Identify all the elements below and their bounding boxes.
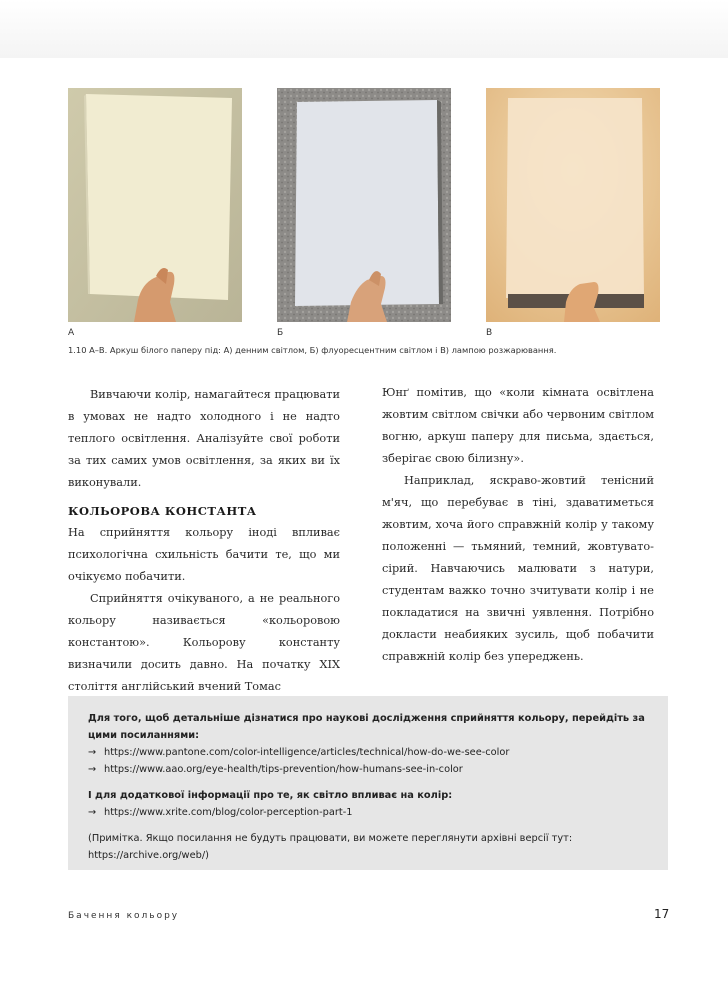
arrow-icon: → bbox=[88, 747, 97, 758]
paragraph: Сприйняття очікуваного, а не реального кольору називається «кольоровою константою». Кольорову константу визначили досить давно. На початку XIX століття англійський вчений Томас bbox=[68, 592, 340, 693]
photo-incandescent bbox=[486, 88, 660, 322]
link-row[interactable] bbox=[88, 804, 648, 821]
running-footer-title: Бачення кольору bbox=[68, 911, 180, 921]
paragraph: Вивчаючи колір, намагайтеся працювати в умовах не надто холодного і не надто теплого освітлення. Аналізуйте свої роботи за тих самих умов освітлення, за яких ви їх виконували. bbox=[68, 388, 340, 489]
paragraph: Юнґ помітив, що «коли кімната освітлена жовтим світлом свічки або червоним світлом вогню, аркуш паперу для письма, здається, зберігає свою білизну». bbox=[382, 386, 654, 465]
fluorescent-paper-image bbox=[277, 88, 451, 322]
link-row[interactable] bbox=[88, 761, 648, 778]
incandescent-paper-image bbox=[486, 88, 660, 322]
page-number: 17 bbox=[654, 907, 670, 921]
arrow-icon: → bbox=[88, 764, 97, 775]
paragraph: На сприйняття кольору іноді впливає психологічна схильність бачити те, що ми очікуємо побачити. bbox=[68, 526, 340, 583]
paragraph: Наприклад, яскраво-жовтий тенісний м'яч, що перебуває в тіні, здаватиметься жовтим, хоча його справжній колір у такому положенні — тьмяний, темний, жовтувато-сірий. Навчаючись малювати з натури, студентам важко точно зчитувати колір і не покладатися на звичні уявлення. Потрібно докласти неабияких зусиль, щоб побачити справжній колір без упереджень. bbox=[382, 474, 654, 663]
left-column bbox=[68, 384, 340, 698]
top-decorative-band bbox=[0, 0, 728, 58]
photo-letter-c: В bbox=[486, 328, 493, 338]
right-column bbox=[382, 382, 654, 668]
section-heading: КОЛЬОРОВА КОНСТАНТА bbox=[68, 504, 257, 518]
infobox-note: (Примітка. Якщо посилання не будуть працювати, ви можете переглянути архівні версії тут: https://archive.org/web/) bbox=[88, 833, 573, 861]
photo-letter-a: А bbox=[68, 328, 75, 338]
photo-fluorescent bbox=[277, 88, 451, 322]
daylight-paper-image bbox=[68, 88, 242, 322]
photo-daylight bbox=[68, 88, 242, 322]
photo-letter-b: Б bbox=[277, 328, 284, 338]
infobox-intro-2: І для додаткової інформації про те, як світло впливає на колір: bbox=[88, 790, 453, 801]
link-aao[interactable]: https://www.aao.org/eye-health/tips-prevention/how-humans-see-in-color bbox=[104, 764, 463, 775]
figure-caption: 1.10 А–В. Аркуш білого паперу під: А) денним світлом, Б) флуоресцентним світлом і В) лампою розжарювання. bbox=[68, 345, 557, 355]
link-xrite[interactable]: https://www.xrite.com/blog/color-perception-part-1 bbox=[104, 807, 353, 818]
link-pantone[interactable]: https://www.pantone.com/color-intelligence/articles/technical/how-do-we-see-color bbox=[104, 747, 510, 758]
link-row[interactable] bbox=[88, 744, 648, 761]
arrow-icon: → bbox=[88, 807, 97, 818]
links-infobox bbox=[68, 696, 668, 870]
infobox-intro: Для того, щоб детальніше дізнатися про наукові дослідження сприйняття кольору, перейдіть за цими посиланнями: bbox=[88, 713, 645, 741]
